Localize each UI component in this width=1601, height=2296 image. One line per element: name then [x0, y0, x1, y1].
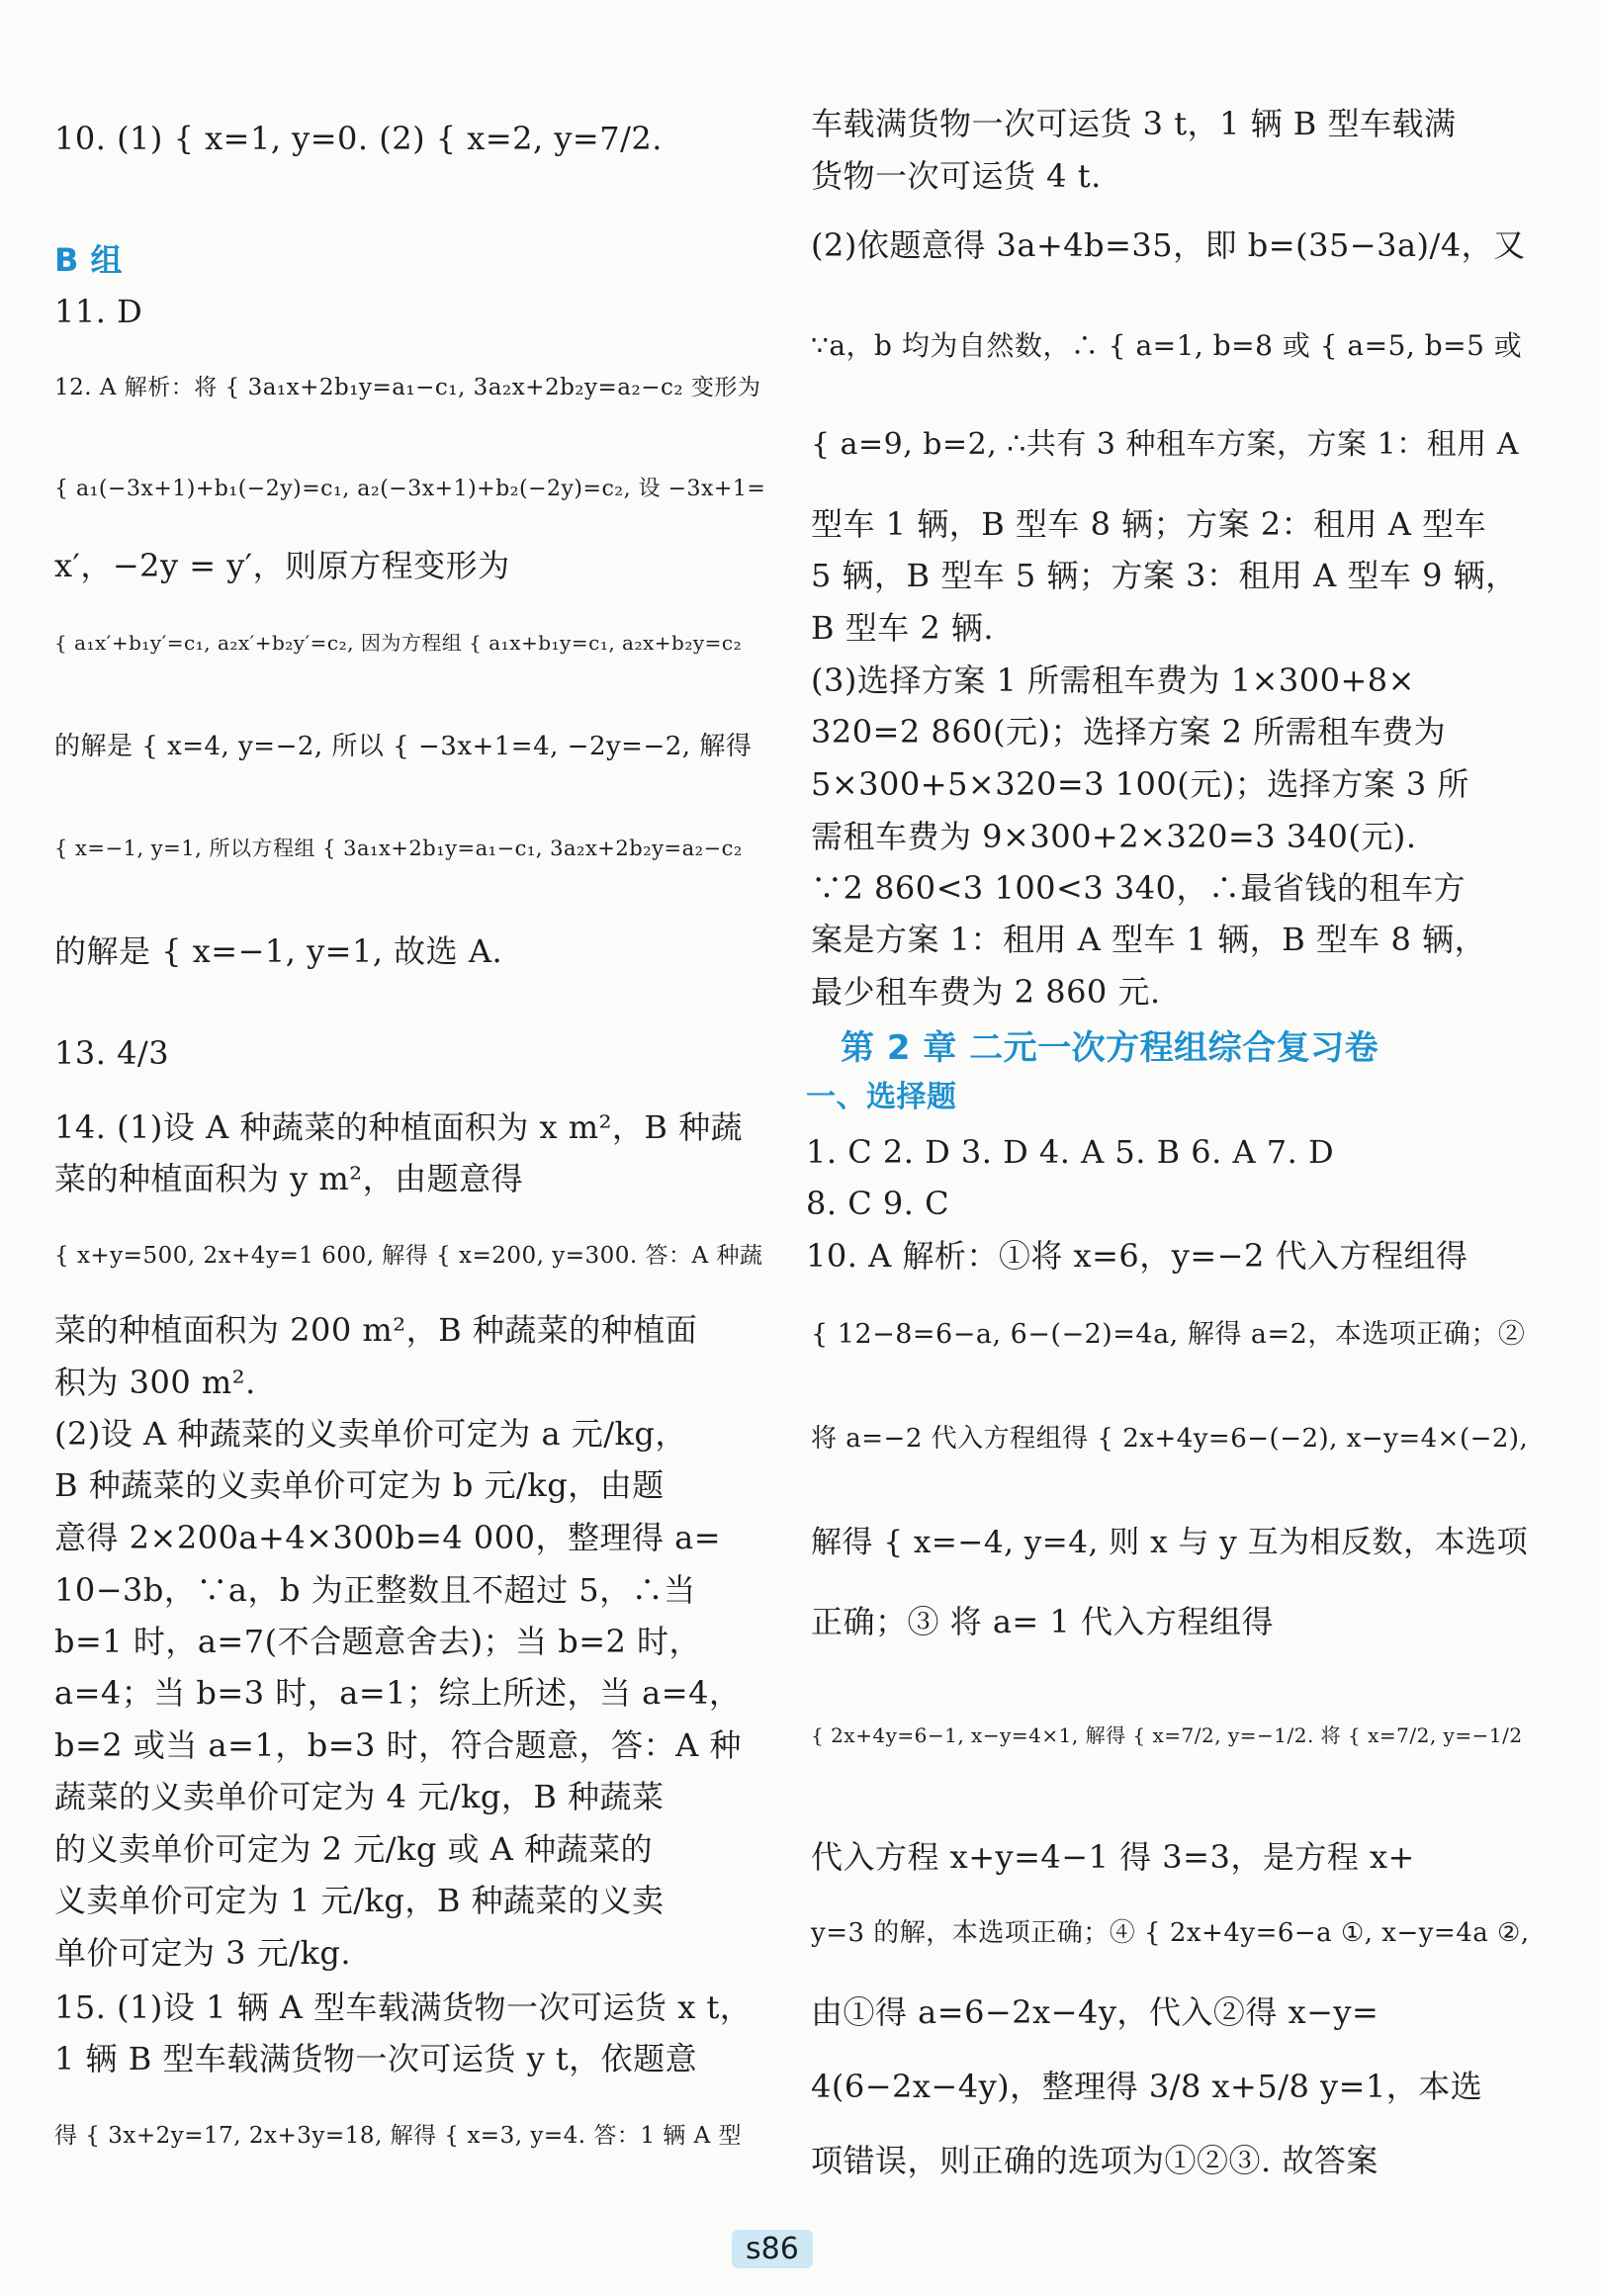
answer-line: 需租车费为 9×300+2×320=3 340(元). [811, 818, 1417, 855]
answer-line: x′，−2y = y′，则原方程变形为 [54, 547, 510, 584]
answer-line: 1. C 2. D 3. D 4. A 5. B 6. A 7. D [806, 1133, 1335, 1171]
answer-line: { 12−8=6−a, 6−(−2)=4a, 解得 a=2，本选项正确；② [811, 1319, 1526, 1350]
answer-line: 14. (1)设 A 种蔬菜的种植面积为 x m²，B 种蔬 [54, 1108, 744, 1146]
answer-line: b=1 时，a=7(不合题意舍去)；当 b=2 时， [54, 1623, 702, 1660]
answer-line: 的解是 { x=4, y=−2, 所以 { −3x+1=4, −2y=−2, 解得 [54, 732, 753, 761]
answer-line: 11. D [54, 293, 143, 330]
answer-line: b=2 或当 a=1，b=3 时，符合题意，答：A 种 [54, 1726, 742, 1764]
answer-line: y=3 的解，本选项正确；④ { 2x+4y=6−a ①, x−y=4a ②, [811, 1918, 1530, 1948]
answer-line: B 种蔬菜的义卖单价可定为 b 元/kg，由题 [54, 1466, 665, 1504]
answer-line: 菜的种植面积为 200 m²，B 种蔬菜的种植面 [54, 1311, 698, 1349]
answer-line: B 型车 2 辆. [811, 609, 995, 647]
answer-line: 正确；③ 将 a= 1 代入方程组得 [811, 1603, 1274, 1640]
answer-line: 蔬菜的义卖单价可定为 4 元/kg，B 种蔬菜 [54, 1778, 665, 1815]
answer-line: 代入方程 x+y=4−1 得 3=3，是方程 x+ [811, 1838, 1415, 1876]
answer-line: 10−3b，∵a，b 为正整数且不超过 5，∴当 [54, 1571, 696, 1609]
answer-line: 的义卖单价可定为 2 元/kg 或 A 种蔬菜的 [54, 1830, 653, 1868]
section-heading: 一、选择题 [806, 1080, 957, 1114]
answer-line: 4(6−2x−4y)，整理得 3/8 x+5/8 y=1，本选 [811, 2068, 1483, 2105]
answer-line: (2)设 A 种蔬菜的义卖单价可定为 a 元/kg， [54, 1415, 687, 1453]
answer-line: (3)选择方案 1 所需租车费为 1×300+8× [811, 662, 1415, 699]
answer-line: 1 辆 B 型车载满货物一次可运货 y t，依题意 [54, 2040, 698, 2077]
answer-line: { a₁x′+b₁y′=c₁, a₂x′+b₂y′=c₂, 因为方程组 { a₁x+b₁y=c₁, a₂x+b₂y=c₂ [54, 631, 743, 655]
answer-line: ∵a，b 均为自然数，∴ { a=1, b=8 或 { a=5, b=5 或 [811, 329, 1523, 362]
answer-line: 5 辆，B 型车 5 辆；方案 3：租用 A 型车 9 辆， [811, 557, 1518, 594]
answer-line: { a=9, b=2, ∴共有 3 种租车方案，方案 1：租用 A [811, 427, 1519, 462]
answer-line: 意得 2×200a+4×300b=4 000，整理得 a= [54, 1519, 722, 1556]
answer-line: 最少租车费为 2 860 元. [811, 973, 1161, 1011]
answer-line: 320=2 860(元)；选择方案 2 所需租车费为 [811, 713, 1447, 751]
answer-line: a=4；当 b=3 时，a=1；综上所述，当 a=4， [54, 1674, 742, 1712]
answer-line: 案是方案 1：租用 A 型车 1 辆，B 型车 8 辆， [811, 921, 1487, 958]
answer-line: 10. A 解析：①将 x=6，y=−2 代入方程组得 [806, 1237, 1468, 1275]
answer-line: 8. C 9. C [806, 1185, 950, 1222]
answer-line: 项错误，则正确的选项为①②③. 故答案 [811, 2142, 1379, 2179]
answer-line: 15. (1)设 1 辆 A 型车载满货物一次可运货 x t， [54, 1988, 753, 2026]
answer-line: 将 a=−2 代入方程组得 { 2x+4y=6−(−2), x−y=4×(−2), [811, 1424, 1529, 1454]
answer-line: { x+y=500, 2x+4y=1 600, 解得 { x=200, y=300. 答：A 种蔬 [54, 1243, 763, 1269]
answer-line: 车载满货物一次可运货 3 t，1 辆 B 型车载满 [811, 105, 1457, 142]
page-number: s86 [732, 2230, 813, 2268]
answer-line: ∵2 860<3 100<3 340，∴最省钱的租车方 [811, 869, 1466, 907]
answer-line: { x=−1, y=1, 所以方程组 { 3a₁x+2b₁y=a₁−c₁, 3a₂x+2b₂y=a₂−c₂ [54, 837, 743, 860]
chapter-title: 第 2 章 二元一次方程组综合复习卷 [841, 1028, 1379, 1068]
answer-line: 13. 4/3 [54, 1034, 170, 1072]
answer-line: 菜的种植面积为 y m²，由题意得 [54, 1160, 524, 1197]
answer-line: 的解是 { x=−1, y=1, 故选 A. [54, 932, 503, 970]
answer-line: (2)依题意得 3a+4b=35，即 b=(35−3a)/4，又 [811, 226, 1526, 264]
answer-line: { 2x+4y=6−1, x−y=4×1, 解得 { x=7/2, y=−1/2. 将 { x=7/2, y=−1/2 [811, 1723, 1523, 1747]
answer-line: 义卖单价可定为 1 元/kg，B 种蔬菜的义卖 [54, 1882, 665, 1919]
answer-line: 积为 300 m². [54, 1364, 256, 1401]
answer-line: 单价可定为 3 元/kg. [54, 1934, 352, 1972]
answer-line: 由①得 a=6−2x−4y，代入②得 x−y= [811, 1993, 1379, 2031]
answer-line: 得 { 3x+2y=17, 2x+3y=18, 解得 { x=3, y=4. 答：1 辆 A 型 [54, 2123, 743, 2149]
group-heading: B 组 [54, 241, 124, 279]
answer-line: 货物一次可运货 4 t. [811, 157, 1102, 195]
answer-line: 12. A 解析：将 { 3a₁x+2b₁y=a₁−c₁, 3a₂x+2b₂y=a₂−c₂ 变形为 [54, 375, 761, 400]
answer-line: 型车 1 辆，B 型车 8 辆；方案 2：租用 A 型车 [811, 505, 1487, 543]
answer-line: 5×300+5×320=3 100(元)；选择方案 3 所 [811, 765, 1469, 803]
answer-line: { a₁(−3x+1)+b₁(−2y)=c₁, a₂(−3x+1)+b₂(−2y)=c₂, 设 −3x+1= [54, 477, 766, 501]
answer-line: 解得 { x=−4, y=4, 则 x 与 y 互为相反数，本选项 [811, 1525, 1529, 1560]
answer-line: 10. (1) { x=1, y=0. (2) { x=2, y=7/2. [54, 120, 663, 157]
